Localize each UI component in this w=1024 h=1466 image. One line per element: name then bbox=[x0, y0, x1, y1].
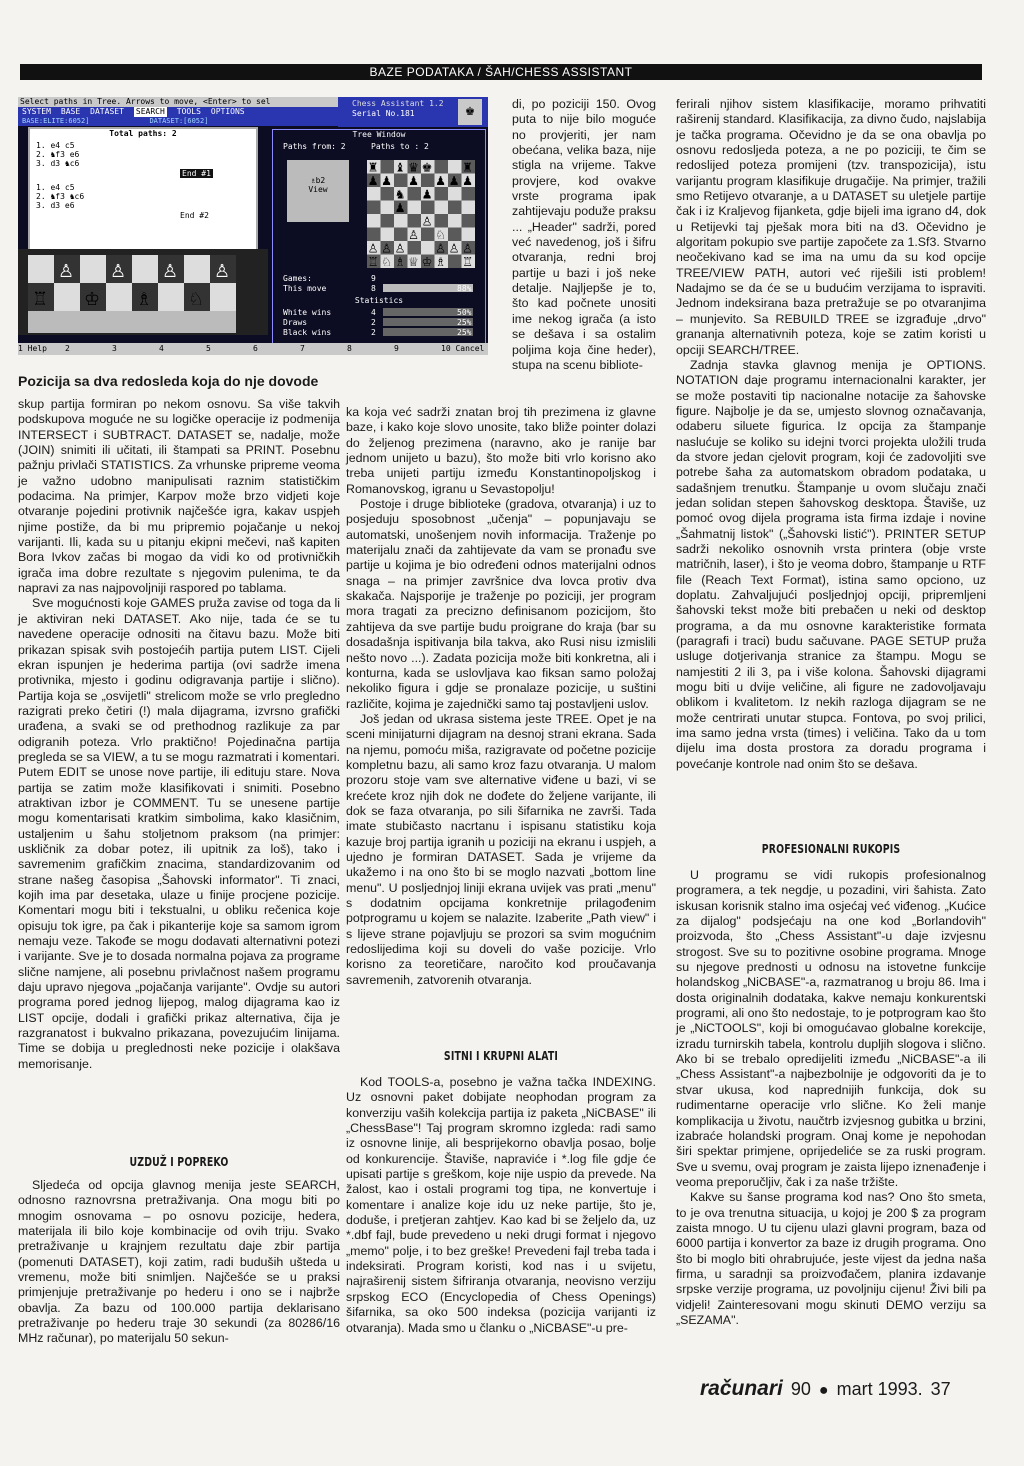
page-number: 37 bbox=[930, 1379, 951, 1399]
svg-text:♖: ♖ bbox=[32, 289, 49, 310]
magazine-brand: računari bbox=[700, 1377, 783, 1400]
ss-dataset-name: DATASET:[6052] bbox=[149, 117, 209, 125]
svg-text:♙: ♙ bbox=[162, 261, 179, 282]
ss-menu-tools: TOOLS bbox=[176, 107, 201, 116]
column-3-bottom bbox=[676, 868, 986, 1328]
ss-games-label: Games: bbox=[283, 274, 312, 283]
svg-text:♕ bbox=[408, 255, 419, 268]
ss-fkey-5: 5 bbox=[206, 344, 211, 353]
col2-top-paragraph: di, po poziciji 150. Ovog puta to nije bilo moguće no provjeriti, jer nam obećana, velika baza, nije stigla na vrijeme. Takve provjere, kod ovakve vrste programa ipak zahtijevaju poduže praksu ... „Header" sadrži, pored već navedenog, još i šifru otvaranja, redni broj partije u bazi i još neke detalje. Najljepše je to, što kad počnete unositi ime nekog igrača (a isto se dešava i sa ostalim poljima koja čine heder), stupa na scenu bibliote- bbox=[512, 97, 656, 372]
ss-menu-options: OPTIONS bbox=[210, 107, 245, 116]
issue-date: mart 1993. bbox=[836, 1379, 923, 1399]
bullet-icon: ● bbox=[818, 1382, 829, 1399]
svg-text:♙ bbox=[368, 241, 379, 255]
svg-text:♟ bbox=[422, 187, 433, 201]
ss-end2: End #2 bbox=[180, 211, 209, 220]
subhead-sitni: SITNI I KRUPNI ALATI bbox=[443, 1049, 559, 1063]
column-2-bottom bbox=[346, 1075, 656, 1336]
ss-stats-title: Statistics bbox=[354, 296, 404, 305]
ss-menu-system: SYSTEM bbox=[22, 107, 51, 116]
col1-paragraph-3: Sljedeća od opcija glavnog menija jeste SEARCH, odnosno raznovrsna pretraživanja. Ona mogu biti po mnogim osnovama – po osnovu pozicije, hedera, materijala ili bilo koje kombinacije od ovih triju. Svako pretraživanje u krajnjem rezultatu daje zbir partija (pomenuti DATASET), koji zatim, radi buduših ušteda u vremenu, može biti snimljen. Najčešće se u praksi primjenjuje pretraživanje po hederu i ono se i najbrže obavlja. Za bazu od 100.000 partija deklarisano pretraživanje po hederu traje 30 sekundi (za 80286/16 MHz računar), po materijalu 50 sekun- bbox=[18, 1178, 340, 1346]
svg-text:♗: ♗ bbox=[136, 289, 153, 310]
ss-fkey-9: 9 bbox=[394, 344, 399, 353]
ss-paths-from: Paths from: 2 bbox=[283, 142, 346, 151]
ss-fkey-6: 6 bbox=[253, 344, 258, 353]
ss-menu-bar bbox=[18, 107, 342, 117]
subhead-uzduz: UZDUŽ I POPREKO bbox=[129, 1155, 229, 1169]
ss-paths-title: Total paths: 2 bbox=[109, 129, 177, 138]
svg-text:♘: ♘ bbox=[188, 289, 205, 310]
ss-games-value: 9 bbox=[371, 274, 376, 283]
ss-path2-row1: 1. e4 c5 bbox=[36, 183, 75, 192]
svg-text:♙: ♙ bbox=[58, 261, 75, 282]
ss-menu-search: SEARCH bbox=[135, 107, 165, 116]
svg-text:♙ bbox=[462, 241, 473, 255]
svg-text:♛ bbox=[408, 160, 419, 174]
svg-text:♚ bbox=[422, 160, 433, 174]
svg-text:♘ bbox=[381, 255, 392, 268]
col2-paragraph-2: Postoje i druge biblioteke (gradova, otvaranja) i uz to posjeduju sposobnost „učenja" – popunjavaju se automatski, unošenjem novih informacija. Traženje po materijalu znači da zahtijevate da vam se pronađu sve partije u kojima je bio određeni odnos materijalni odnos snaga – na primjer završnice dva lovca protiv dva skakača. Najsporije je traženje po poziciji, jer program mora tragati za precizno definisanom pozicijom, što zahtijeva da sve partije budu proigrane do kraja (bar su dosadašnja ispitivanja bila takva, ako Rusi nisu izmislili nešto novo ...). Zadata pozicija može biti konkretna, ali i konturna, kada se uslovljava kao fiksan samo položaj nekoliko figura i gdje se pronalaze pozicije, u suštini različite, kojima je zajednički samo taj postavljeni uslov. bbox=[346, 497, 656, 711]
section-title: BAZE PODATAKA / ŠAH/CHESS ASSISTANT bbox=[369, 65, 633, 79]
column-1-bottom bbox=[18, 1178, 340, 1347]
ss-view-label: View bbox=[308, 185, 328, 194]
svg-text:♙ bbox=[449, 241, 460, 255]
column-2-main bbox=[346, 405, 656, 988]
svg-text:♙ bbox=[408, 228, 419, 242]
ss-base-line bbox=[18, 117, 342, 126]
king-logo-icon: ♚ bbox=[458, 99, 482, 125]
ss-stat-label-black: Black wins bbox=[283, 328, 332, 337]
ss-path1-row1: 1. e4 c5 bbox=[36, 141, 75, 150]
ss-fkey-7: 7 bbox=[300, 344, 305, 353]
col3-paragraph-1: ferirali njihov sistem klasifikacije, moramo prihvatiti raširenij standard. Klasifikacija, za divno čudo, najslabija je tačka programa. Očevidno je da se ona obavlja po osnovu redosljeda poteza, a ne po poziciji, te čim se redoslijed poteza promijeni (tzv. transpozicija), istu varijantu program klasifikuje drugačije. Na primjer, tražili smo Retijevo otvaranje, a u DATASET su uletjele partije čak i iz Kraljevog fijanketa, gdje bijeli ima igrano d4, dok u Retijevki taj pješak mora biti na d3. Očevidno je algoritam pokupio sve partije započete za 1.Sf3. Stvarno neočekivano kad se ima na umu da su kod opcije TREE/VIEW PATH, autori već riješili isti problem! Nadajmo se da će se u budućim verzijama to ispraviti. Jednom indeksirana baza pretražuje se po otvaranjima – munjevito. Sa REBUILD TREE se izgrađuje „drvo" grananja alternativnih poteza, koje se zatim koristi u opciji SEARCH/TREE. bbox=[676, 97, 986, 357]
svg-text:♖ bbox=[462, 255, 473, 268]
ss-fkey-10: 10 Cancel bbox=[441, 344, 485, 353]
ss-app-name: Chess Assistant 1.2 bbox=[352, 99, 444, 108]
page-footer bbox=[700, 1377, 990, 1401]
svg-text:♜ bbox=[462, 160, 473, 174]
ss-paths-window bbox=[28, 127, 258, 253]
ss-path2-row2: 2. ♞f3 ♞c6 bbox=[36, 192, 85, 201]
col2-paragraph-4: Kod TOOLS-a, posebno je važna tačka INDEXING. Uz osnovni paket dobijate neophodan program za konverziju vaših kolekcija partija iz paketa „NiCBASE" ili „ChessBase"! Taj program skromno izgleda: radi samo iz osnovne linije, ali besprijekorno obavlja posao, bolje od konkurencije. Štaviše, napraviće i *.log file gdje će upisati partije s greškom, koje nije uspio da prevede. Na žalost, kao i ostali programi tog tipa, ne konvertuje i komentare i analize koje idu uz neke partije, što je, doduše, i pretjeran zahtjev. Kao kad bi se željelo da, uz *.dbf fajl, bude prevedeno u neki drugi format i njegovo „memo" polje, i to bez greške! Prevedeni fajl treba tada i indeksirati. Program koristi, kod nas i u svijetu, najraširenij sistem šifriranja otvaranja, neovisno verziju srpskog ECO (Encyclopedia of Chess Openings) šifarnika, sa oko 500 indeksa (pozicija varijanti iz otvaranja). Mada smo u članku o „NiCBASE"-u pre- bbox=[346, 1075, 656, 1335]
svg-text:♔ bbox=[422, 255, 433, 268]
ss-status-line: Select paths in Tree. Arrows to move, <Enter> to sel bbox=[18, 97, 340, 107]
svg-text:♘ bbox=[435, 228, 446, 242]
column-3-top bbox=[676, 97, 986, 772]
svg-text:♙ bbox=[381, 241, 392, 255]
svg-text:♝ bbox=[395, 160, 406, 174]
ss-tree-title: Tree Window bbox=[352, 130, 406, 139]
svg-text:♟ bbox=[368, 174, 379, 188]
svg-text:♜ bbox=[368, 160, 379, 174]
col3-paragraph-2: Zadnja stavka glavnog menija je OPTIONS. NOTATION daje programu internacionalni karakter, jer se može postaviti tip nacionalne notacije za šahovske figure. Najbolje je da se, umjesto slovnog označavanja, odaberu siluete figurica. Iz opcija za štampanje naslućuje se koliko su idejni tvorci projekta uložili truda da stvore jedan cjelovit program, koji će zadovoljiti sve potrebe šaha za automatskom obradom podataka, u sadašnjem trenutku. Štampanje u ovom slučaju znači jedan solidan stepen šahovskog desktopa. Štaviše, uz pomoć ovog dijela programa ista firma izdaje i novine „Šahmatnij listok" („Šahovski listić"). PRINTER SETUP sadrži nekoliko osnovnih vrsta printera (obje vrste matričnih, laser), i što je veoma dobro, štampanje u RTF file (Reach Text Format), istina samo opciono, uz doplatu. Zahvaljujući posljednjoj opciji, pripremljeni šahovski tekst može biti prebačen u neki od desktop programa, a da mu osnovne karakteristike formata (paragrafi i traci) budu sačuvane. PAGE SETUP pruža usluge dotjerivanja stranice za štampu. Mogu se namjestiti 2 ili 3, pa i više kolona. Šahovski dijagrami mogu biti u dvije veličine, ali figure ne zadovoljavaju oblikom i kvalitetom. Iz nekih razloga dijagram se ne može centrirati unutar stupca. Fontova, po svoj prilici, ima samo jedna vrsta (times) i veličina. Tako da u tom dijelu ima dosta prostora za doradu programa i povećanje kontrole nad onim što se dešava. bbox=[676, 357, 986, 771]
ss-stat-label-draws: Draws bbox=[283, 318, 308, 327]
ss-fkey-1: 1 Help bbox=[18, 344, 47, 353]
col1-paragraph-1: skup partija formiran po nekom osnovu. Sa više takvih podskupova moguće ne su logičke operacije iz podmenija INTERSECT i SUBTRACT. DATASET se, nadalje, može (JOIN) snimiti ili učitati, ili štampati sa PRINT. Posebnu pažnju privlači STATISTICS. Za vrhunske pripreme veoma je važno udobno manipulisati raznim statističkim podacima. Na primjer, Karpov može brzo vidjeti koje otvaranje pojedini protivnik najčešće igra, kakav uspjeh njime postiže, da bi mu pripremio pojačanje u nekoj varijanti. Ili, kada su u pitanju ekipni mečevi, naš kapiten Bora Ivkov začas bi mogao da vidi ko od protivničkih igrača ima dobre rezultate s njegovim pulenima, te da napravi za nas najpovoljniji raspored po tablama. bbox=[18, 397, 340, 596]
col2-paragraph-3: Još jedan od ukrasa sistema jeste TREE. Opet je na sceni minijaturni dijagram na desnoj strani ekrana. Sada na njemu, pomoću miša, razigravate od početne pozicije kompletnu bazu, ali samo kroz fazu otvaranja. U malom prozoru stoje vam sve alternative viđene u bazi, vi se krećete kroz njih dok ne dođete do željene varijante, ili dok se faza otvaranja, po sili šifarnika ne završi. Tada imate stubičasto nacrtanu i ispisanu statistiku koja kazuje broj partija igranih u poziciji na ekranu i uspjeh, a ujedno je formiran DATASET. Sada je vrijeme da ukažemo i na ono što bi se moglo nazvati „bottom line menu". U posljednjoj liniji ekrana uvijek vas prati „menu" s dodatnim opcijama konkretnije prilagođenim potprogramu u kojem se nalazite. Izaberite „Path view" i s lijeve strane pojavljuju se prozori sa svim mogućnim redoslijedima koji su doveli do vaše pozicije. Vrlo korisno za teoretičare, naročito kod proučavanja savremenih, zatvorenih otvaranja. bbox=[346, 711, 656, 987]
col1-paragraph-2: Sve mogućnosti koje GAMES pruža zavise od toga da li je aktiviran neki DATASET. Ako nije, tada će se tu navedene operacije odnositi na čitavu bazu. Može biti prikazan spisak svih postojećih partija putem LIST. Cijeli ekran ispunjen je hederima partija (ovi sadrže imena protivnika, mjesto i godinu odigravanja partije i slično). Partija koja se „osvijetli" strelicom može se vrlo pregledno razigrati preko četiri (!) mala dijagrama, izvrsno grafički urađena, a svaki se od prethodnog razlikuje za par odigranih poteza. Vrlo praktično! Pojedinačna partija pregleda se sa VIEW, a tu se mogu razmatrati i komentari. Putem EDIT se unose nove partije, ili edituju stare. Nova partija se zatim može klasifikovati i snimiti. Posebno atraktivan izbor je COMMENT. Tu se unesene partije mogu komentarisati kratkim simbolima, kako klasičnim, ustaljenim u šahu stoljetnom praksom (na primjer: uskličnik za dobar potez, ili upitnik za loš), tako i savremenim grafičkim znacima, standardizovanim od strane našeg časopisa „Šahovski informator". Ti znaci, kojih ima par desetaka, ulaze u finije procjene pozicije. Komentari mogu biti i tekstualni, u obliku rečenica koje opisuju tok igre, pa čak i pikanterije koje sa samom igrom nemaju veze. Takođe se mogu dodavati alternativni potezi i varijante. Sve je to dosada normalna pojava za programe slične namjene, ali posebnu privlačnost našem programu daju upravo njegova „pojačanja varijante". Ovdje su autori programa pored jednog lijepog, malog dijagrama kao iz LIST opcije, dodali i grafički prikaz alternativa, čija je razgranatost i bukvalno prikazana, povezujućim linijama. Time se dobija u preglednosti neke pozicije i olakšava memorisanje. bbox=[18, 596, 340, 1071]
ss-menu-base: BASE bbox=[60, 107, 81, 116]
svg-text:♖ bbox=[368, 255, 379, 268]
svg-text:♙: ♙ bbox=[214, 261, 231, 282]
ss-mini-board bbox=[367, 160, 475, 268]
column-2-narrow bbox=[512, 97, 656, 373]
svg-text:♟ bbox=[462, 174, 473, 188]
ss-title-panel bbox=[338, 97, 488, 127]
ss-path2-row3: 3. d3 e6 bbox=[36, 201, 75, 210]
ss-stat-value-black: 2 bbox=[371, 328, 376, 337]
svg-text:♟ bbox=[449, 174, 460, 188]
figure-caption: Pozicija sa dva redosleda koja do nje dovode bbox=[18, 373, 319, 389]
ss-serial: Serial No.181 bbox=[352, 109, 415, 118]
col3-paragraph-4: Kakve su šanse programa kod nas? Ono što smeta, to je ova trenutna situacija, u kojoj je 200 $ za program zaista mnogo. U tu cijenu ulazi glavni program, baza od 6000 partija i konvertor za baze iz drugih programa. Ono što bi moglo biti ohrabrujuće, jeste vijest da jedna naša firma, u saradnji sa proizvođačem, planira izdavanje srpske verzije programa, uz povoljniju cijenu! Živi bili pa vidjeli! Zainteresovani mogu skinuti DEMO verziju sa „SEZAMA". bbox=[676, 1190, 986, 1327]
ss-path1-row3: 3. d3 ♞c6 bbox=[36, 159, 80, 168]
ss-end1: End #1 bbox=[182, 169, 211, 178]
ss-stat-pct-white: 50% bbox=[457, 308, 472, 317]
col3-paragraph-3: U programu se vidi rukopis profesionalnog programera, a tek negdje, u pozadini, viri šahista. Zato iskusan korisnik stalno ima osjećaj već viđenog. „Kućice za dijalog" podsjećaju na one kod „Borlandovih" proizvoda, što „Chess Assistant"-u daje izvjesnu strogost. Sve su to pozitivne osobine programa. Mnoge su njegove prednosti u odnosu na istovetne funkcije holandskog „NiCBASE"-a, razmatranog u broju 86. Ima i dosta originalnih dodataka, kakve nemaju konkurentski programi, ali ono što nedostaje, to je potprogram kao što je „NiCTOOLS", koji bi omogućavao globalne korekcije, izradu turnirskih tabela, kontrolu dupljih slogova i slično. Ako bi se trebalo opredijeliti između „NiCBASE"-a ili „Chess Assistant"-a najbezbolnije je odgovoriti da je to stvar ukusa, kod naprednijih funkcija, dok su rudimentarne operacije vrlo slične. Ko želi manje komplikacija u životu, naučtrb izvjesnog gubitka u brzini, izabraće holandski program. Onaj kome je nepohodan širi spektar primjene, opriјedeliće se za ruski program. Sve u svemu, ovaj program je zaista lijepo iznenađenje i veoma preporučljiv, čak i za naše tržište. bbox=[676, 868, 986, 1189]
ss-stat-label-white: White wins bbox=[283, 308, 332, 317]
ss-this-move-value: 8 bbox=[371, 284, 376, 293]
ss-stat-pct-black: 25% bbox=[457, 328, 472, 337]
svg-text:♙ bbox=[422, 214, 433, 228]
ss-stat-pct-draws: 25% bbox=[457, 318, 472, 327]
ss-stat-value-white: 4 bbox=[371, 308, 376, 317]
svg-text:♙: ♙ bbox=[110, 261, 127, 282]
ss-stat-value-draws: 2 bbox=[371, 318, 376, 327]
svg-text:♗ bbox=[435, 255, 446, 268]
svg-text:♔: ♔ bbox=[84, 289, 101, 310]
ss-path1-row2: 2. ♞f3 e6 bbox=[36, 150, 80, 159]
ss-base-name: BASE:ELITE:6052] bbox=[22, 117, 90, 125]
svg-text:♞ bbox=[395, 187, 406, 201]
chess-assistant-screenshot bbox=[18, 97, 488, 355]
issue-number: 90 bbox=[790, 1379, 811, 1399]
ss-view-box bbox=[287, 160, 349, 222]
svg-text:♟ bbox=[395, 201, 406, 215]
ss-fkey-8: 8 bbox=[347, 344, 352, 353]
ss-fkey-3: 3 bbox=[112, 344, 117, 353]
svg-text:♟ bbox=[408, 174, 419, 188]
ss-this-move-pct: 88% bbox=[457, 284, 472, 293]
ss-fkey-4: 4 bbox=[159, 344, 164, 353]
section-header bbox=[20, 64, 982, 80]
ss-board-strip bbox=[18, 249, 268, 335]
ss-tree-window bbox=[272, 129, 486, 349]
ss-paths-to: Paths to : 2 bbox=[371, 142, 429, 151]
ss-this-move-label: This move bbox=[283, 284, 327, 293]
svg-text:♗ bbox=[395, 255, 406, 268]
column-1-top bbox=[18, 397, 340, 1072]
svg-text:♟ bbox=[381, 174, 392, 188]
svg-text:♙ bbox=[395, 241, 406, 255]
subhead-profesionalni: PROFESIONALNI RUKOPIS bbox=[761, 842, 901, 856]
svg-text:♙ bbox=[435, 241, 446, 255]
svg-text:♟ bbox=[435, 174, 446, 188]
ss-view-move: ♗b2 bbox=[310, 176, 326, 185]
ss-menu-dataset: DATASET bbox=[90, 107, 124, 116]
ss-function-keys bbox=[18, 343, 488, 355]
ss-fkey-2: 2 bbox=[65, 344, 70, 353]
col2-paragraph-1: ka koja već sadrži znatan broj tih prezimena iz glavne baze, i kako koje slovo unosite, tako bliže pointer dolazi do željenog prezimena (naravno, ako je ranije bar jednom unijeto u bazu), što može biti vrlo korisno ako treba unijeti partiju između Konstantinopoljskog i Romanovskog, igranu u Sevastopolju! bbox=[346, 405, 656, 496]
